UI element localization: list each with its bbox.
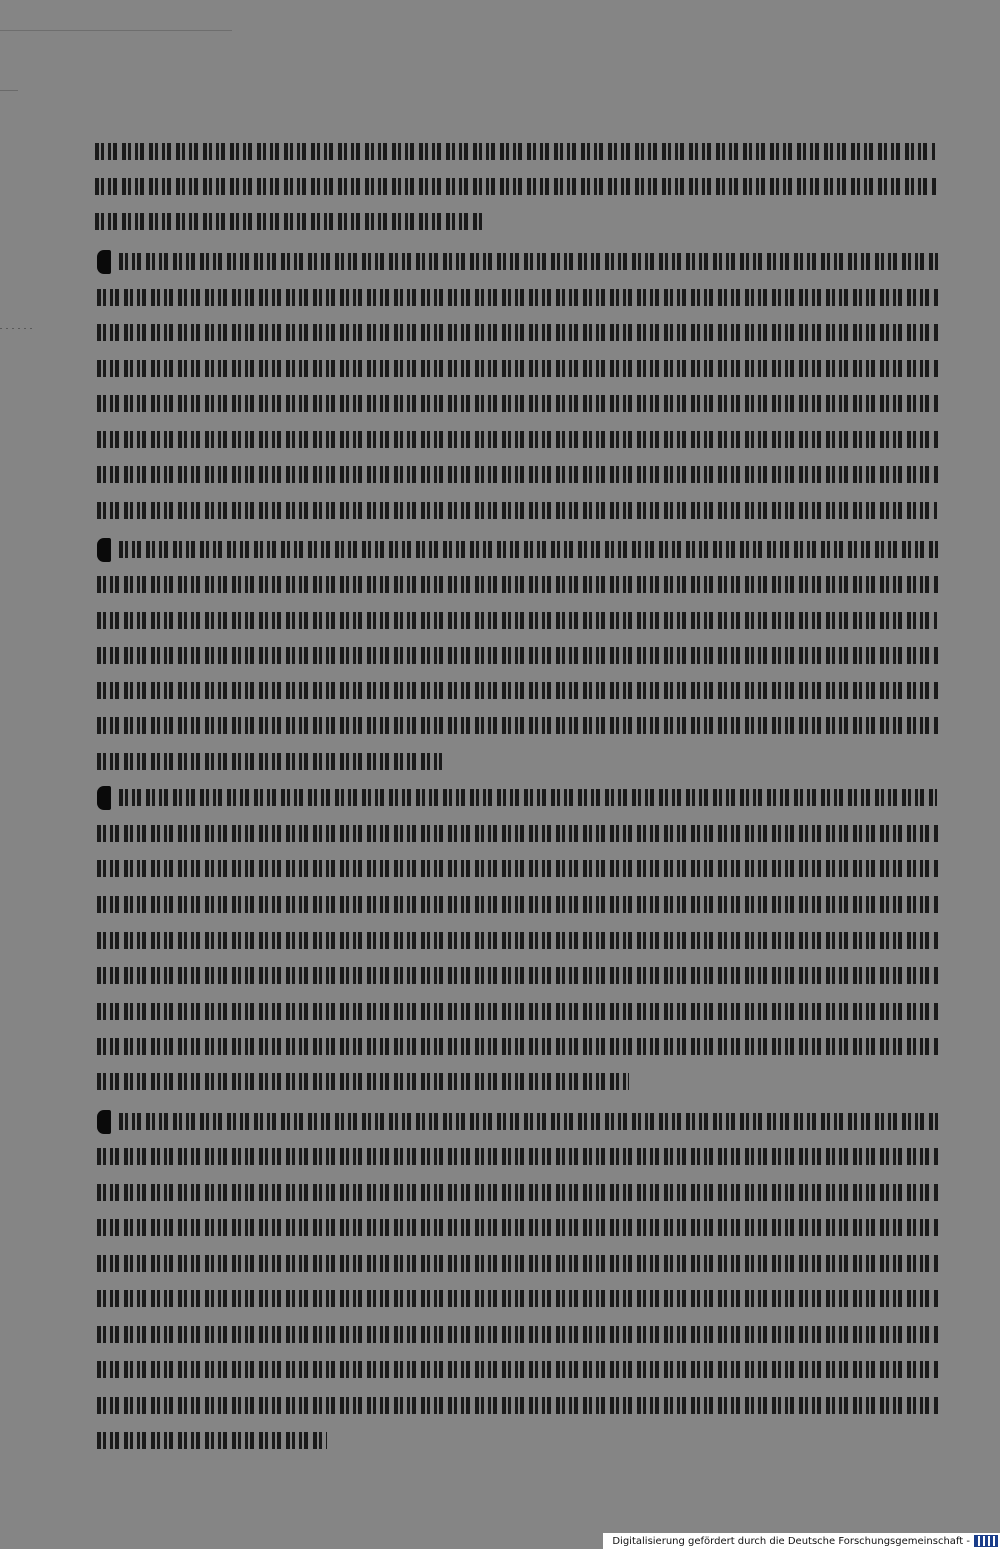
blackletter-text-line [97, 1073, 629, 1090]
blackletter-text-line [97, 967, 940, 984]
blackletter-text-line [97, 612, 937, 629]
pilcrow-icon [97, 538, 111, 562]
pilcrow-icon [97, 786, 111, 810]
blackletter-text-line [97, 860, 940, 877]
pilcrow-icon [97, 250, 111, 274]
blackletter-text-line [97, 1361, 940, 1378]
blackletter-text-line [97, 896, 939, 913]
blackletter-text-line [119, 253, 939, 270]
dfg-logo-icon [974, 1535, 998, 1547]
blackletter-text-line [97, 1184, 940, 1201]
blackletter-text-line [97, 1397, 940, 1414]
blackletter-text-line [97, 576, 940, 593]
blackletter-text-line [97, 1219, 940, 1236]
blackletter-text-line [97, 1290, 940, 1307]
blackletter-text-line [97, 1326, 940, 1343]
blackletter-text-line [97, 431, 940, 448]
blackletter-text-line [95, 178, 938, 195]
blackletter-text-line [97, 1432, 327, 1449]
blackletter-text-line [97, 1255, 940, 1272]
blackletter-text-line [119, 789, 937, 806]
blackletter-text-line [97, 682, 940, 699]
blackletter-text-line [95, 143, 935, 160]
blackletter-text-line [97, 825, 940, 842]
blackletter-text-line [97, 647, 939, 664]
blackletter-text-line [97, 932, 940, 949]
blackletter-text-line [97, 1003, 940, 1020]
blackletter-text-line [97, 717, 939, 734]
blackletter-text-line [119, 1113, 940, 1130]
digitization-footer [603, 1533, 1000, 1549]
blackletter-text-line [95, 213, 485, 230]
blackletter-text-line [97, 360, 940, 377]
blackletter-text-line [97, 753, 442, 770]
blackletter-text-line [119, 541, 939, 558]
blackletter-text-line [97, 1148, 939, 1165]
pilcrow-icon [97, 1110, 111, 1134]
blackletter-text-line [97, 395, 940, 412]
blackletter-text-line [97, 1038, 940, 1055]
blackletter-text-line [97, 466, 940, 483]
blackletter-text-line [97, 324, 939, 341]
footer-credit-text: Digitalisierung gefördert durch die Deutsche Forschungsgemeinschaft - [612, 1535, 970, 1547]
blackletter-text-line [97, 289, 939, 306]
blackletter-text-line [97, 502, 937, 519]
